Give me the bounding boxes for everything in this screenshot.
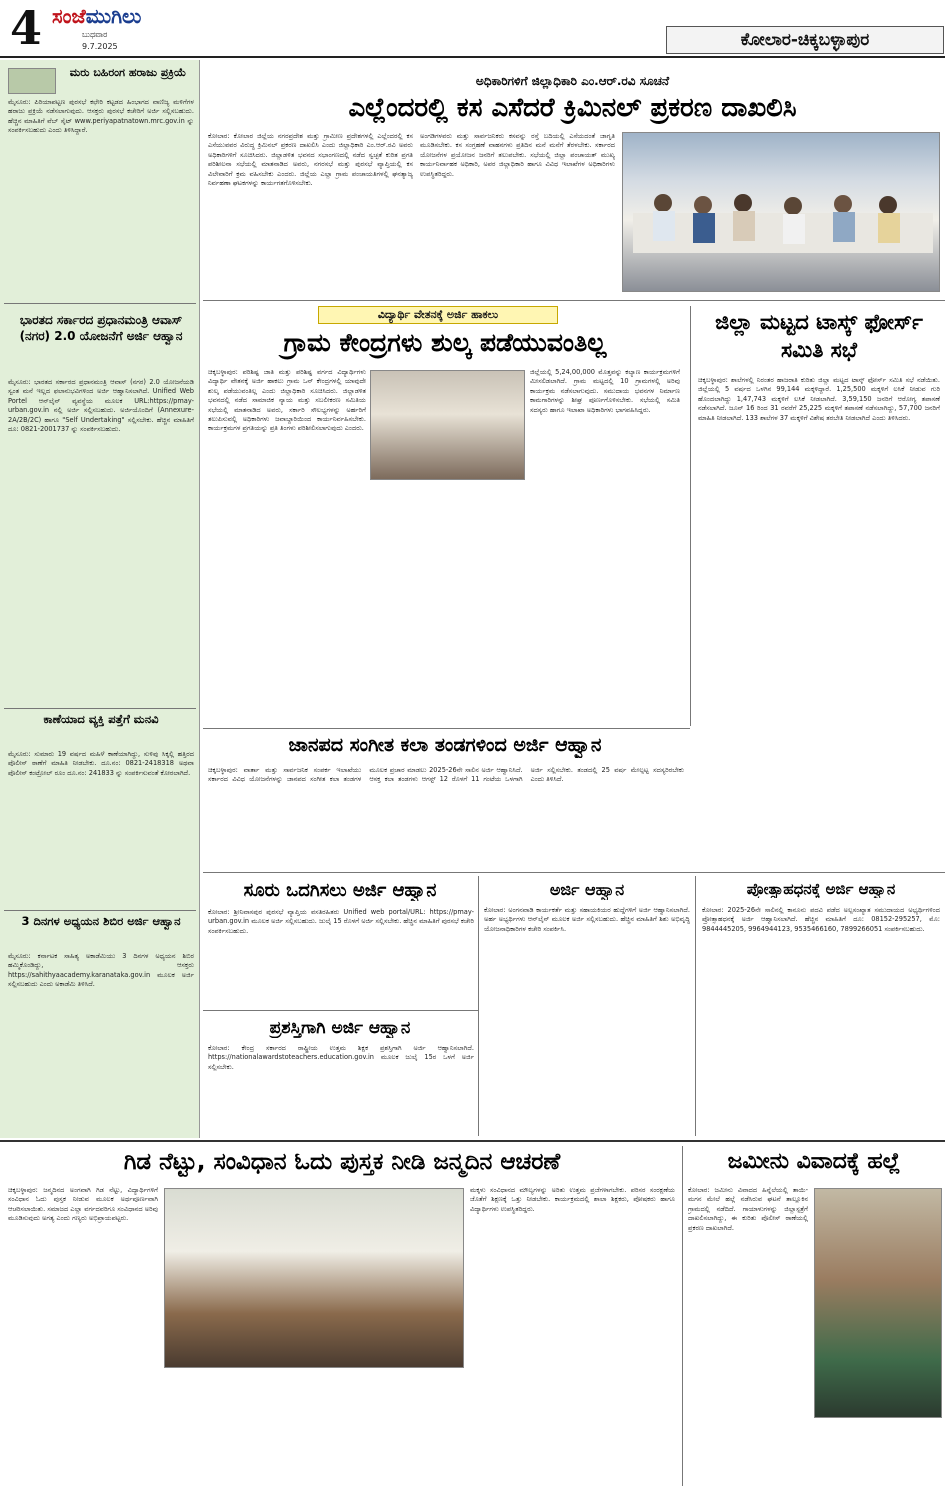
gram-body-col1: ಚಿಕ್ಕಬಳ್ಳಾಪುರ: ಪರಿಶಿಷ್ಟ ಜಾತಿ ಮತ್ತು ಪರಿಶಿಷ್ಟ ವರ್ಗದ ವಿದ್ಯಾರ್ಥಿಗಳು ವಿದ್ಯಾರ್ಥಿ ವೇತನಕ್ಕೆ ಅರ್ಜಿ ಹಾಕಲು ಗ್ರಾಮ ಒನ್ ಕೇಂದ್ರಗಳಲ್ಲಿ ಯಾವುದೇ ಶುಲ್ಕ ಪಡೆಯುವಂತಿಲ್ಲ ಎಂದು ಜಿಲ್ಲಾಧಿಕಾರಿ ಸೂಚಿಸಿದರು. ಜಿಲ್ಲಾಡಳಿತ ಭವನದಲ್ಲಿ ನಡೆದ ಸಾಮಾಜಿಕ ನ್ಯಾಯ ಮತ್ತು ಸಬಲೀಕರಣ ಸಮಿತಿಯ ಸಭೆಯಲ್ಲಿ ಮಾತನಾಡಿದ ಅವರು, ಸರ್ಕಾರಿ ಸೌಲಭ್ಯಗಳನ್ನು ಅರ್ಹರಿಗೆ ತಲುಪಿಸುವಲ್ಲಿ ಅಧಿಕಾರಿಗಳು ಜವಾಬ್ದಾರಿಯಿಂದ ಕಾರ್ಯನಿರ್ವಹಿಸಬೇಕು. ಕಾರ್ಯಕ್ರಮಗಳ ಪ್ರಗತಿಯನ್ನು ಪ್ರತಿ ತಿಂಗಳು ಪರಿಶೀಲಿಸಲಾಗುವುದು ಎಂದರು. (208, 368, 366, 433)
divider (4, 303, 196, 304)
divider (203, 872, 945, 873)
task-headline: ಜಿಲ್ಲಾ ಮಟ್ಟದ ಟಾಸ್ಕ್ ಫೋರ್ಸ್ ಸಮಿತಿ ಸಭೆ (715, 310, 923, 362)
notice-2-heading: ಪ್ರಶಸ್ತಿಗಾಗಿ ಅರ್ಜಿ ಆಹ್ವಾನ (269, 1018, 411, 1038)
lead-body-col1: ಕೋಲಾರ: ಕೋಲಾರ ಜಿಲ್ಲೆಯ ನಗರಪ್ರದೇಶ ಮತ್ತು ಗ್ರಾಮೀಣ ಪ್ರದೇಶಗಳಲ್ಲಿ ಎಲ್ಲೆಂದರಲ್ಲಿ ಕಸ ಎಸೆಯುವವರ ವಿರುದ್ಧ ಕ್ರಿಮಿನಲ್ ಪ್ರಕರಣ ದಾಖಲಿಸಿ ಎಂದು ಜಿಲ್ಲಾಧಿಕಾರಿ ಎಂ.ಆರ್.ರವಿ ಅವರು ಅಧಿಕಾರಿಗಳಿಗೆ ಸೂಚಿಸಿದರು. ಜಿಲ್ಲಾಡಳಿತ ಭವನದ ಸಭಾಂಗಣದಲ್ಲಿ ನಡೆದ ಸ್ವಚ್ಛತೆ ಕುರಿತ ಪ್ರಗತಿ ಪರಿಶೀಲನಾ ಸಭೆಯಲ್ಲಿ ಮಾತನಾಡಿದ ಅವರು, ನಗರಸಭೆ ಮತ್ತು ಪುರಸಭೆ ವ್ಯಾಪ್ತಿಯಲ್ಲಿ ಕಸ ವಿಲೇವಾರಿಗೆ ಕ್ರಮ ವಹಿಸಬೇಕು ಎಂದರು. ಜಿಲ್ಲೆಯ ಎಲ್ಲಾ ಗ್ರಾಮ ಪಂಚಾಯತಿಗಳಲ್ಲಿ ಘನತ್ಯಾಜ್ಯ ನಿರ್ವಹಣಾ ಘಟಕಗಳನ್ನು ಕಾರ್ಯಗತಗೊಳಿಸಬೇಕು. (208, 132, 413, 188)
gram-photo (370, 370, 525, 480)
notice-3-heading: ಅರ್ಜಿ ಆಹ್ವಾನ (549, 880, 625, 899)
divider (695, 876, 696, 1136)
sidebar-story-3-body: ಮೈಸೂರು: ಸುಮಾರು 19 ವರ್ಷದ ಮಹಿಳೆ ಕಾಣೆಯಾಗಿದ್ದು, ಸುಳಿವು ಸಿಕ್ಕಲ್ಲಿ ಹತ್ತಿರದ ಪೊಲೀಸ್ ಠಾಣೆಗೆ ಮಾಹಿತಿ ನೀಡಬೇಕು. ದೂ.ನಂ: 0821-2418318 ಅಥವಾ ಪೊಲೀಸ್ ಕಂಟ್ರೋಲ್ ರೂಂ ದೂ.ನಂ: 241833 ನ್ನು ಸಂಪರ್ಕಿಸುವಂತೆ ಕೋರಲಾಗಿದೆ. (8, 750, 194, 777)
section-tag: ಕೋಲಾರ-ಚಿಕ್ಕಬಳ್ಳಾಪುರ (666, 26, 944, 54)
birthday-photo (164, 1188, 464, 1368)
sidebar-story-4-body: ಮೈಸೂರು: ಕರ್ನಾಟಕ ಸಾಹಿತ್ಯ ಅಕಾಡೆಮಿಯು 3 ದಿನಗಳ ಅಧ್ಯಯನ ಶಿಬಿರ ಹಮ್ಮಿಕೊಂಡಿದ್ದು, ಆಸಕ್ತರು https://sahithyaacademy.karanataka.gov.in ಮೂಲಕ ಅರ್ಜಿ ಸಲ್ಲಿಸಬಹುದು ಎಂದು ಅಕಾಡೆಮಿ ತಿಳಿಸಿದೆ. (8, 952, 194, 989)
divider (682, 1146, 683, 1486)
land-photo (814, 1188, 942, 1418)
land-headline: ಜಮೀನು ವಿವಾದಕ್ಕೆ ಹಲ್ಲೆ (727, 1149, 901, 1174)
birthday-body-col2: ಮಕ್ಕಳು ಸಂವಿಧಾನದ ಮೌಲ್ಯಗಳನ್ನು ಅರಿತು ಉತ್ತಮ ಪ್ರಜೆಗಳಾಗಬೇಕು. ಪರಿಸರ ಸಂರಕ್ಷಣೆಯ ಜೊತೆಗೆ ಶಿಕ್ಷಣಕ್ಕೆ ಒತ್ತು ನೀಡಬೇಕು. ಕಾರ್ಯಕ್ರಮದಲ್ಲಿ ಶಾಲಾ ಶಿಕ್ಷಕರು, ಪೋಷಕರು ಹಾಗೂ ವಿದ್ಯಾರ್ಥಿಗಳು ಉಪಸ್ಥಿತರಿದ್ದರು. (470, 1186, 675, 1213)
gram-headline: ಗ್ರಾಮ ಕೇಂದ್ರಗಳು ಶುಲ್ಕ ಪಡೆಯುವಂತಿಲ್ಲ (283, 328, 607, 357)
divider (690, 306, 691, 726)
notice-4-heading: ಪ್ರೋತ್ಸಾಹಧನಕ್ಕೆ ಅರ್ಜಿ ಆಹ್ವಾನ (746, 880, 896, 898)
divider (0, 1140, 945, 1142)
issue-day: ಬುಧವಾರ (82, 30, 108, 39)
notice-3-body: ಕೋಲಾರ: ಅಂಗನವಾಡಿ ಕಾರ್ಯಕರ್ತೆ ಮತ್ತು ಸಹಾಯಕಿಯರ ಹುದ್ದೆಗಳಿಗೆ ಅರ್ಜಿ ಆಹ್ವಾನಿಸಲಾಗಿದೆ. ಅರ್ಹ ಅಭ್ಯರ್ಥಿಗಳು ಆನ್‌ಲೈನ್ ಮೂಲಕ ಅರ್ಜಿ ಸಲ್ಲಿಸಬಹುದು. ಹೆಚ್ಚಿನ ಮಾಹಿತಿಗೆ ಶಿಶು ಅಭಿವೃದ್ಧಿ ಯೋಜನಾಧಿಕಾರಿಗಳ ಕಚೇರಿ ಸಂಪರ್ಕಿಸಿ. (484, 906, 690, 933)
lead-body-col2: ಅಂಗಡಿಗಳವರು ಮತ್ತು ಸಾರ್ವಜನಿಕರು ಕಸವನ್ನು ರಸ್ತೆ ಬದಿಯಲ್ಲಿ ಎಸೆಯದಂತೆ ಜಾಗೃತಿ ಮೂಡಿಸಬೇಕು. ಕಸ ಸಂಗ್ರಹಣೆ ವಾಹನಗಳು ಪ್ರತಿದಿನ ಮನೆ ಮನೆಗೆ ತೆರಳಬೇಕು. ಸರ್ಕಾರದ ಯೋಜನೆಗಳ ಪ್ರಯೋಜನ ಜನರಿಗೆ ತಲುಪಬೇಕು. ಸಭೆಯಲ್ಲಿ ಜಿಲ್ಲಾ ಪಂಚಾಯತ್ ಮುಖ್ಯ ಕಾರ್ಯನಿರ್ವಾಹಕ ಅಧಿಕಾರಿ, ಅಪರ ಜಿಲ್ಲಾಧಿಕಾರಿ ಹಾಗೂ ವಿವಿಧ ಇಲಾಖೆಗಳ ಅಧಿಕಾರಿಗಳು ಉಪಸ್ಥಿತರಿದ್ದರು. (420, 132, 615, 178)
sidebar-story-2-heading: ಭಾರತದ ಸರ್ಕಾರದ ಪ್ರಧಾನಮಂತ್ರಿ ಆವಾಸ್ (ನಗರ) 2.0 ಯೋಜನೆಗೆ ಅರ್ಜಿ ಆಹ್ವಾನ (19, 313, 183, 343)
notice-4-body: ಕೋಲಾರ: 2025-26ನೇ ಸಾಲಿನಲ್ಲಿ ಕಾನೂನು ಪದವಿ ಪಡೆದ ಅಲ್ಪಸಂಖ್ಯಾತ ಸಮುದಾಯದ ಅಭ್ಯರ್ಥಿಗಳಿಂದ ಪ್ರೋತ್ಸಾಹಧನಕ್ಕೆ ಅರ್ಜಿ ಆಹ್ವಾನಿಸಲಾಗಿದೆ. ಹೆಚ್ಚಿನ ಮಾಹಿತಿಗೆ ದೂ: 08152-295257, ಮೊ: 9844445205, 9964944123, 9535466160, 7899266051 ಸಂಪರ್ಕಿಸಬಹುದು. (702, 906, 940, 933)
land-body: ಕೋಲಾರ: ಜಮೀನು ವಿವಾದದ ಹಿನ್ನೆಲೆಯಲ್ಲಿ ತಾಯಿ-ಮಗನ ಮೇಲೆ ಹಲ್ಲೆ ನಡೆಸಿರುವ ಘಟನೆ ತಾಲ್ಲೂಕಿನ ಗ್ರಾಮದಲ್ಲಿ ನಡೆದಿದೆ. ಗಾಯಾಳುಗಳನ್ನು ಜಿಲ್ಲಾಸ್ಪತ್ರೆಗೆ ದಾಖಲಿಸಲಾಗಿದ್ದು, ಈ ಕುರಿತು ಪೊಲೀಸ್ ಠಾಣೆಯಲ್ಲಿ ಪ್ರಕರಣ ದಾಖಲಾಗಿದೆ. (688, 1186, 808, 1232)
sidebar-story-2-body: ಮೈಸೂರು: ಭಾರತದ ಸರ್ಕಾರದ ಪ್ರಧಾನಮಂತ್ರಿ ಆವಾಸ್ (ನಗರ) 2.0 ಯೋಜನೆಯಡಿ ಸ್ವಂತ ಮನೆ ಇಲ್ಲದ ಫಲಾನುಭವಿಗಳಿಂದ ಅರ್ಜಿ ಆಹ್ವಾನಿಸಲಾಗಿದೆ. Unified Web Portel ಆನ್‌ಲೈನ್ ವ್ಯವಸ್ಥೆಯ ಮೂಲಕ URL:https://pmay-urban.gov.in ನಲ್ಲಿ ಅರ್ಜಿ ಸಲ್ಲಿಸಬಹುದು. ಅರ್ಜಿಯೊಂದಿಗೆ (Annexure-2A/2B/2C) ಹಾಗೂ "Self Undertaking" ಸಲ್ಲಿಸಬೇಕು. ಹೆಚ್ಚಿನ ಮಾಹಿತಿಗೆ ದೂ: 0821-2001737 ನ್ನು ಸಂಪರ್ಕಿಸಬಹುದು. (8, 378, 194, 434)
divider (4, 708, 196, 709)
lead-kicker: ಅಧಿಕಾರಿಗಳಿಗೆ ಜಿಲ್ಲಾಧಿಕಾರಿ ಎಂ.ಆರ್.ರವಿ ಸೂಚನೆ (475, 74, 670, 88)
lead-headline: ಎಲ್ಲೆಂದರಲ್ಲಿ ಕಸ ಎಸೆದರೆ ಕ್ರಿಮಿನಲ್ ಪ್ರಕರಣ ದಾಖಲಿಸಿ (348, 93, 797, 123)
notice-2-body: ಕೋಲಾರ: ಕೇಂದ್ರ ಸರ್ಕಾರದ ರಾಷ್ಟ್ರೀಯ ಉತ್ತಮ ಶಿಕ್ಷಕ ಪ್ರಶಸ್ತಿಗಾಗಿ ಅರ್ಜಿ ಆಹ್ವಾನಿಸಲಾಗಿದೆ. https://nationalawardstoteachers.education.gov.in ಮೂಲಕ ಜುಲೈ 15ರ ಒಳಗೆ ಅರ್ಜಿ ಸಲ್ಲಿಸಬೇಕು. (208, 1044, 474, 1071)
sidebar-story-4-heading: 3 ದಿನಗಳ ಅಧ್ಯಯನ ಶಿಬಿರ ಅರ್ಜಿ ಆಹ್ವಾನ (21, 914, 181, 928)
notice-1-heading: ಸೂರು ಒದಗಿಸಲು ಅರ್ಜಿ ಆಹ್ವಾನ (243, 880, 437, 901)
issue-date: 9.7.2025 (82, 42, 118, 51)
birthday-headline: ಗಿಡ ನೆಟ್ಟು, ಸಂವಿಧಾನ ಓದು ಪುಸ್ತಕ ನೀಡಿ ಜನ್ಮದಿನ ಆಚರಣೆ (123, 1149, 561, 1175)
brand-part-2: ಮುಗಿಲು (85, 4, 142, 28)
page-number: 4 (10, 1, 43, 55)
divider (478, 876, 479, 1136)
folk-headline: ಜಾನಪದ ಸಂಗೀತ ಕಲಾ ತಂಡಗಳಿಂದ ಅರ್ಜಿ ಆಹ್ವಾನ (288, 734, 602, 756)
task-body: ಚಿಕ್ಕಬಳ್ಳಾಪುರ: ಶಾಲೆಗಳಲ್ಲಿ ನಿರಂತರ ಹಾಜರಾತಿ ಕುರಿತು ಜಿಲ್ಲಾ ಮಟ್ಟದ ಟಾಸ್ಕ್ ಫೋರ್ಸ್ ಸಮಿತಿ ಸಭೆ ನಡೆಯಿತು. ಜಿಲ್ಲೆಯಲ್ಲಿ 5 ವರ್ಷದ ಒಳಗಿನ 99,144 ಮಕ್ಕಳಿದ್ದಾರೆ. 1,25,500 ಮಕ್ಕಳಿಗೆ ಲಸಿಕೆ ನೀಡುವ ಗುರಿ ಹೊಂದಲಾಗಿದ್ದು 1,47,743 ಮಕ್ಕಳಿಗೆ ಲಸಿಕೆ ನೀಡಲಾಗಿದೆ. 3,59,150 ಜನರಿಗೆ ಆರೋಗ್ಯ ತಪಾಸಣೆ ನಡೆಸಲಾಗಿದೆ. ಜೂನ್ 16 ರಿಂದ 31 ರವರೆಗೆ 25,225 ಮಕ್ಕಳಿಗೆ ತಪಾಸಣೆ ನಡೆಸಲಾಗಿದ್ದು, 57,700 ಜನರಿಗೆ ಮಾಹಿತಿ ನೀಡಲಾಗಿದೆ. 133 ಶಾಲೆಗಳ 37 ಮಕ್ಕಳಿಗೆ ವಿಶೇಷ ತರಬೇತಿ ನೀಡಲಾಗಿದೆ ಎಂದು ತಿಳಿಸಿದರು. (698, 376, 940, 422)
divider (203, 1010, 478, 1011)
sidebar-story-1-body: ಮೈಸೂರು: ಪಿರಿಯಾಪಟ್ಟಣ ಪುರಸಭೆ ಕಛೇರಿ ಕಟ್ಟಡದ ಹಿಂಭಾಗದ ವಾಣಿಜ್ಯ ಮಳಿಗೆಗಳ ಹರಾಜು ಪ್ರಕ್ರಿಯೆ ನಡೆಸಲಾಗುವುದು. ಆಸಕ್ತರು ಪುರಸಭೆ ಕಚೇರಿಗೆ ಅರ್ಜಿ ಸಲ್ಲಿಸಬಹುದು. ಹೆಚ್ಚಿನ ಮಾಹಿತಿಗೆ ವೆಬ್ ಸೈಟ್ www.periyapatnatown.mrc.gov.in ನ್ನು ಸಂಪರ್ಕಿಸಬಹುದು ಎಂದು ತಿಳಿಸಿದ್ದಾರೆ. (8, 98, 194, 135)
newspaper-brand (52, 4, 141, 28)
birthday-body-col1: ಚಿಕ್ಕಬಳ್ಳಾಪುರ: ಜನ್ಮದಿನದ ಅಂಗವಾಗಿ ಗಿಡ ನೆಟ್ಟು, ವಿದ್ಯಾರ್ಥಿಗಳಿಗೆ ಸಂವಿಧಾನ ಓದು ಪುಸ್ತಕ ನೀಡುವ ಮೂಲಕ ಅರ್ಥಪೂರ್ಣವಾಗಿ ಆಚರಿಸಲಾಯಿತು. ಸಮಾಜದ ಎಲ್ಲಾ ವರ್ಗದವರಿಗೂ ಸಂವಿಧಾನದ ಅರಿವು ಮೂಡಿಸುವುದು ಅಗತ್ಯ ಎಂದು ಗಣ್ಯರು ಅಭಿಪ್ರಾಯಪಟ್ಟರು. (8, 1186, 158, 1223)
lead-photo (622, 132, 940, 292)
notice-1-body: ಕೋಲಾರ: ಶ್ರೀನಿವಾಸಪುರ ಪುರಸಭೆ ವ್ಯಾಪ್ತಿಯ ವಸತಿರಹಿತರು Unified web portal/URL: https://pmay-urban.gov.in ಮೂಲಕ ಅರ್ಜಿ ಸಲ್ಲಿಸಬಹುದು. ಜುಲೈ 15 ರೊಳಗೆ ಅರ್ಜಿ ಸಲ್ಲಿಸಬೇಕು. ಹೆಚ್ಚಿನ ಮಾಹಿತಿಗೆ ಪುರಸಭೆ ಕಚೇರಿ ಸಂಪರ್ಕಿಸಬಹುದು. (208, 908, 474, 935)
gram-kicker: ವಿದ್ಯಾರ್ಥಿ ವೇತನಕ್ಕೆ ಅರ್ಜಿ ಹಾಕಲು (318, 306, 558, 324)
divider (203, 300, 945, 301)
sidebar-story-3-heading: ಕಾಣೆಯಾದ ವ್ಯಕ್ತಿ ಪತ್ತೆಗೆ ಮನವಿ (43, 712, 159, 726)
sidebar-story-1-heading: ಮರು ಬಹಿರಂಗ ಹರಾಜು ಪ್ರಕ್ರಿಯೆ (69, 66, 187, 79)
divider (4, 910, 196, 911)
divider (203, 728, 690, 729)
meeting-photo-illustration (623, 133, 940, 292)
brand-part-1: ಸಂಜೆ (52, 4, 86, 28)
sidebar-photo (8, 68, 56, 94)
folk-body: ಚಿಕ್ಕಬಳ್ಳಾಪುರ: ವಾರ್ತಾ ಮತ್ತು ಸಾರ್ವಜನಿಕ ಸಂಪರ್ಕ ಇಲಾಖೆಯು ಸರ್ಕಾರದ ವಿವಿಧ ಯೋಜನೆಗಳನ್ನು ಜಾನಪದ ಸಂಗೀತ ಕಲಾ ತಂಡಗಳ ಮೂಲಕ ಪ್ರಚಾರ ಮಾಡಲು 2025-26ನೇ ಸಾಲಿನ ಅರ್ಜಿ ಆಹ್ವಾನಿಸಿದೆ. ಆಸಕ್ತ ಕಲಾ ತಂಡಗಳು ಆಗಸ್ಟ್ 12 ರೊಳಗೆ 11 ಗಂಟೆಯ ಒಳಗಾಗಿ ಅರ್ಜಿ ಸಲ್ಲಿಸಬೇಕು. ತಂಡದಲ್ಲಿ 25 ವರ್ಷ ಮೇಲ್ಪಟ್ಟ ಸದಸ್ಯರಿರಬೇಕು ಎಂದು ತಿಳಿಸಿದೆ. (208, 766, 684, 784)
gram-body-col2: ಜಿಲ್ಲೆಯಲ್ಲಿ 5,24,00,000 ಮೊತ್ತವನ್ನು ಕಲ್ಯಾಣ ಕಾರ್ಯಕ್ರಮಗಳಿಗೆ ಮೀಸಲಿಡಲಾಗಿದೆ. ಗ್ರಾಮ ಮಟ್ಟದಲ್ಲಿ 10 ಗ್ರಾಮಗಳಲ್ಲಿ ಅರಿವು ಕಾರ್ಯಕ್ರಮ ನಡೆಸಲಾಗುವುದು. ಸಮುದಾಯ ಭವನಗಳ ನಿರ್ಮಾಣ ಕಾಮಗಾರಿಗಳನ್ನು ಶೀಘ್ರ ಪೂರ್ಣಗೊಳಿಸಬೇಕು. ಸಭೆಯಲ್ಲಿ ಸಮಿತಿ ಸದಸ್ಯರು ಹಾಗೂ ಇಲಾಖಾ ಅಧಿಕಾರಿಗಳು ಭಾಗವಹಿಸಿದ್ದರು. (530, 368, 680, 414)
